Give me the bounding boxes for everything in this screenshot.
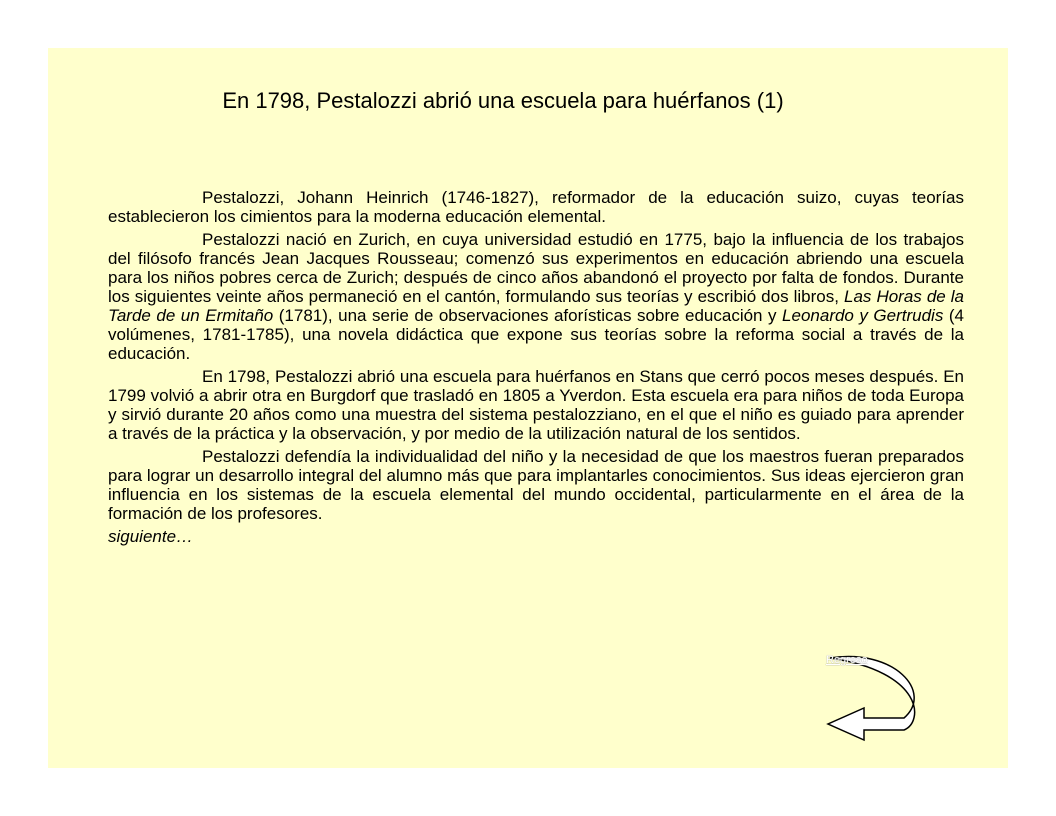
slide-title: En 1798, Pestalozzi abrió una escuela para huérfanos (1)	[222, 88, 784, 113]
slide	[48, 48, 1008, 768]
slide-body	[108, 188, 964, 546]
paragraph-1: Pestalozzi, Johann Heinrich (1746-1827), reformador de la educación suizo, cuyas teorías establecieron los cimientos para la moderna educación elemental.	[108, 188, 964, 226]
paragraph-4: Pestalozzi defendía la individualidad del niño y la necesidad de que los maestros fueran preparados para lograr un desarrollo integral del alumno más que para implantarles conocimientos. Sus ideas ejercieron gran influencia en los sistemas de la escuela elemental del mundo occidental, particularmente en el área de la formación de los profesores.	[108, 447, 964, 523]
paragraph-2-part-a: Pestalozzi nació en Zurich, en cuya universidad estudió en 1775, bajo la influencia de los trabajos del filósofo francés Jean Jacques Rousseau; comenzó sus experimentos en educación abriendo una escuela para los niños pobres cerca de Zurich; después de cinco años abandonó el proyecto por falta de fondos. Durante los siguientes veinte años permaneció en el cantón, formulando sus teorías y escribió dos libros,	[108, 230, 964, 306]
paragraph-2-part-c: (4 volúmenes, 1781-1785), una novela didáctica que expone sus teorías sobre la reforma social a través de la educación.	[108, 306, 964, 363]
back-link[interactable]: Regreso	[826, 654, 868, 666]
next-link[interactable]: siguiente…	[108, 527, 194, 546]
paragraph-2-part-b: (1781), una serie de observaciones aforísticas sobre educación y	[273, 306, 783, 325]
book-title-horas: Las Horas de la Tarde de un Ermitaño	[108, 287, 964, 325]
book-title-leonardo: Leonardo y Gertrudis	[782, 306, 944, 325]
paragraph-3: En 1798, Pestalozzi abrió una escuela para huérfanos en Stans que cerró pocos meses después. En 1799 volvió a abrir otra en Burgdorf que trasladó en 1805 a Yverdon. Esta escuela era para niños de toda Europa y sirvió durante 20 años como una muestra del sistema pestalozziano, en el que el niño es guiado para aprender a través de la práctica y la observación, y por medio de la utilización natural de los sentidos.	[108, 367, 964, 443]
paragraph-2	[108, 230, 964, 363]
